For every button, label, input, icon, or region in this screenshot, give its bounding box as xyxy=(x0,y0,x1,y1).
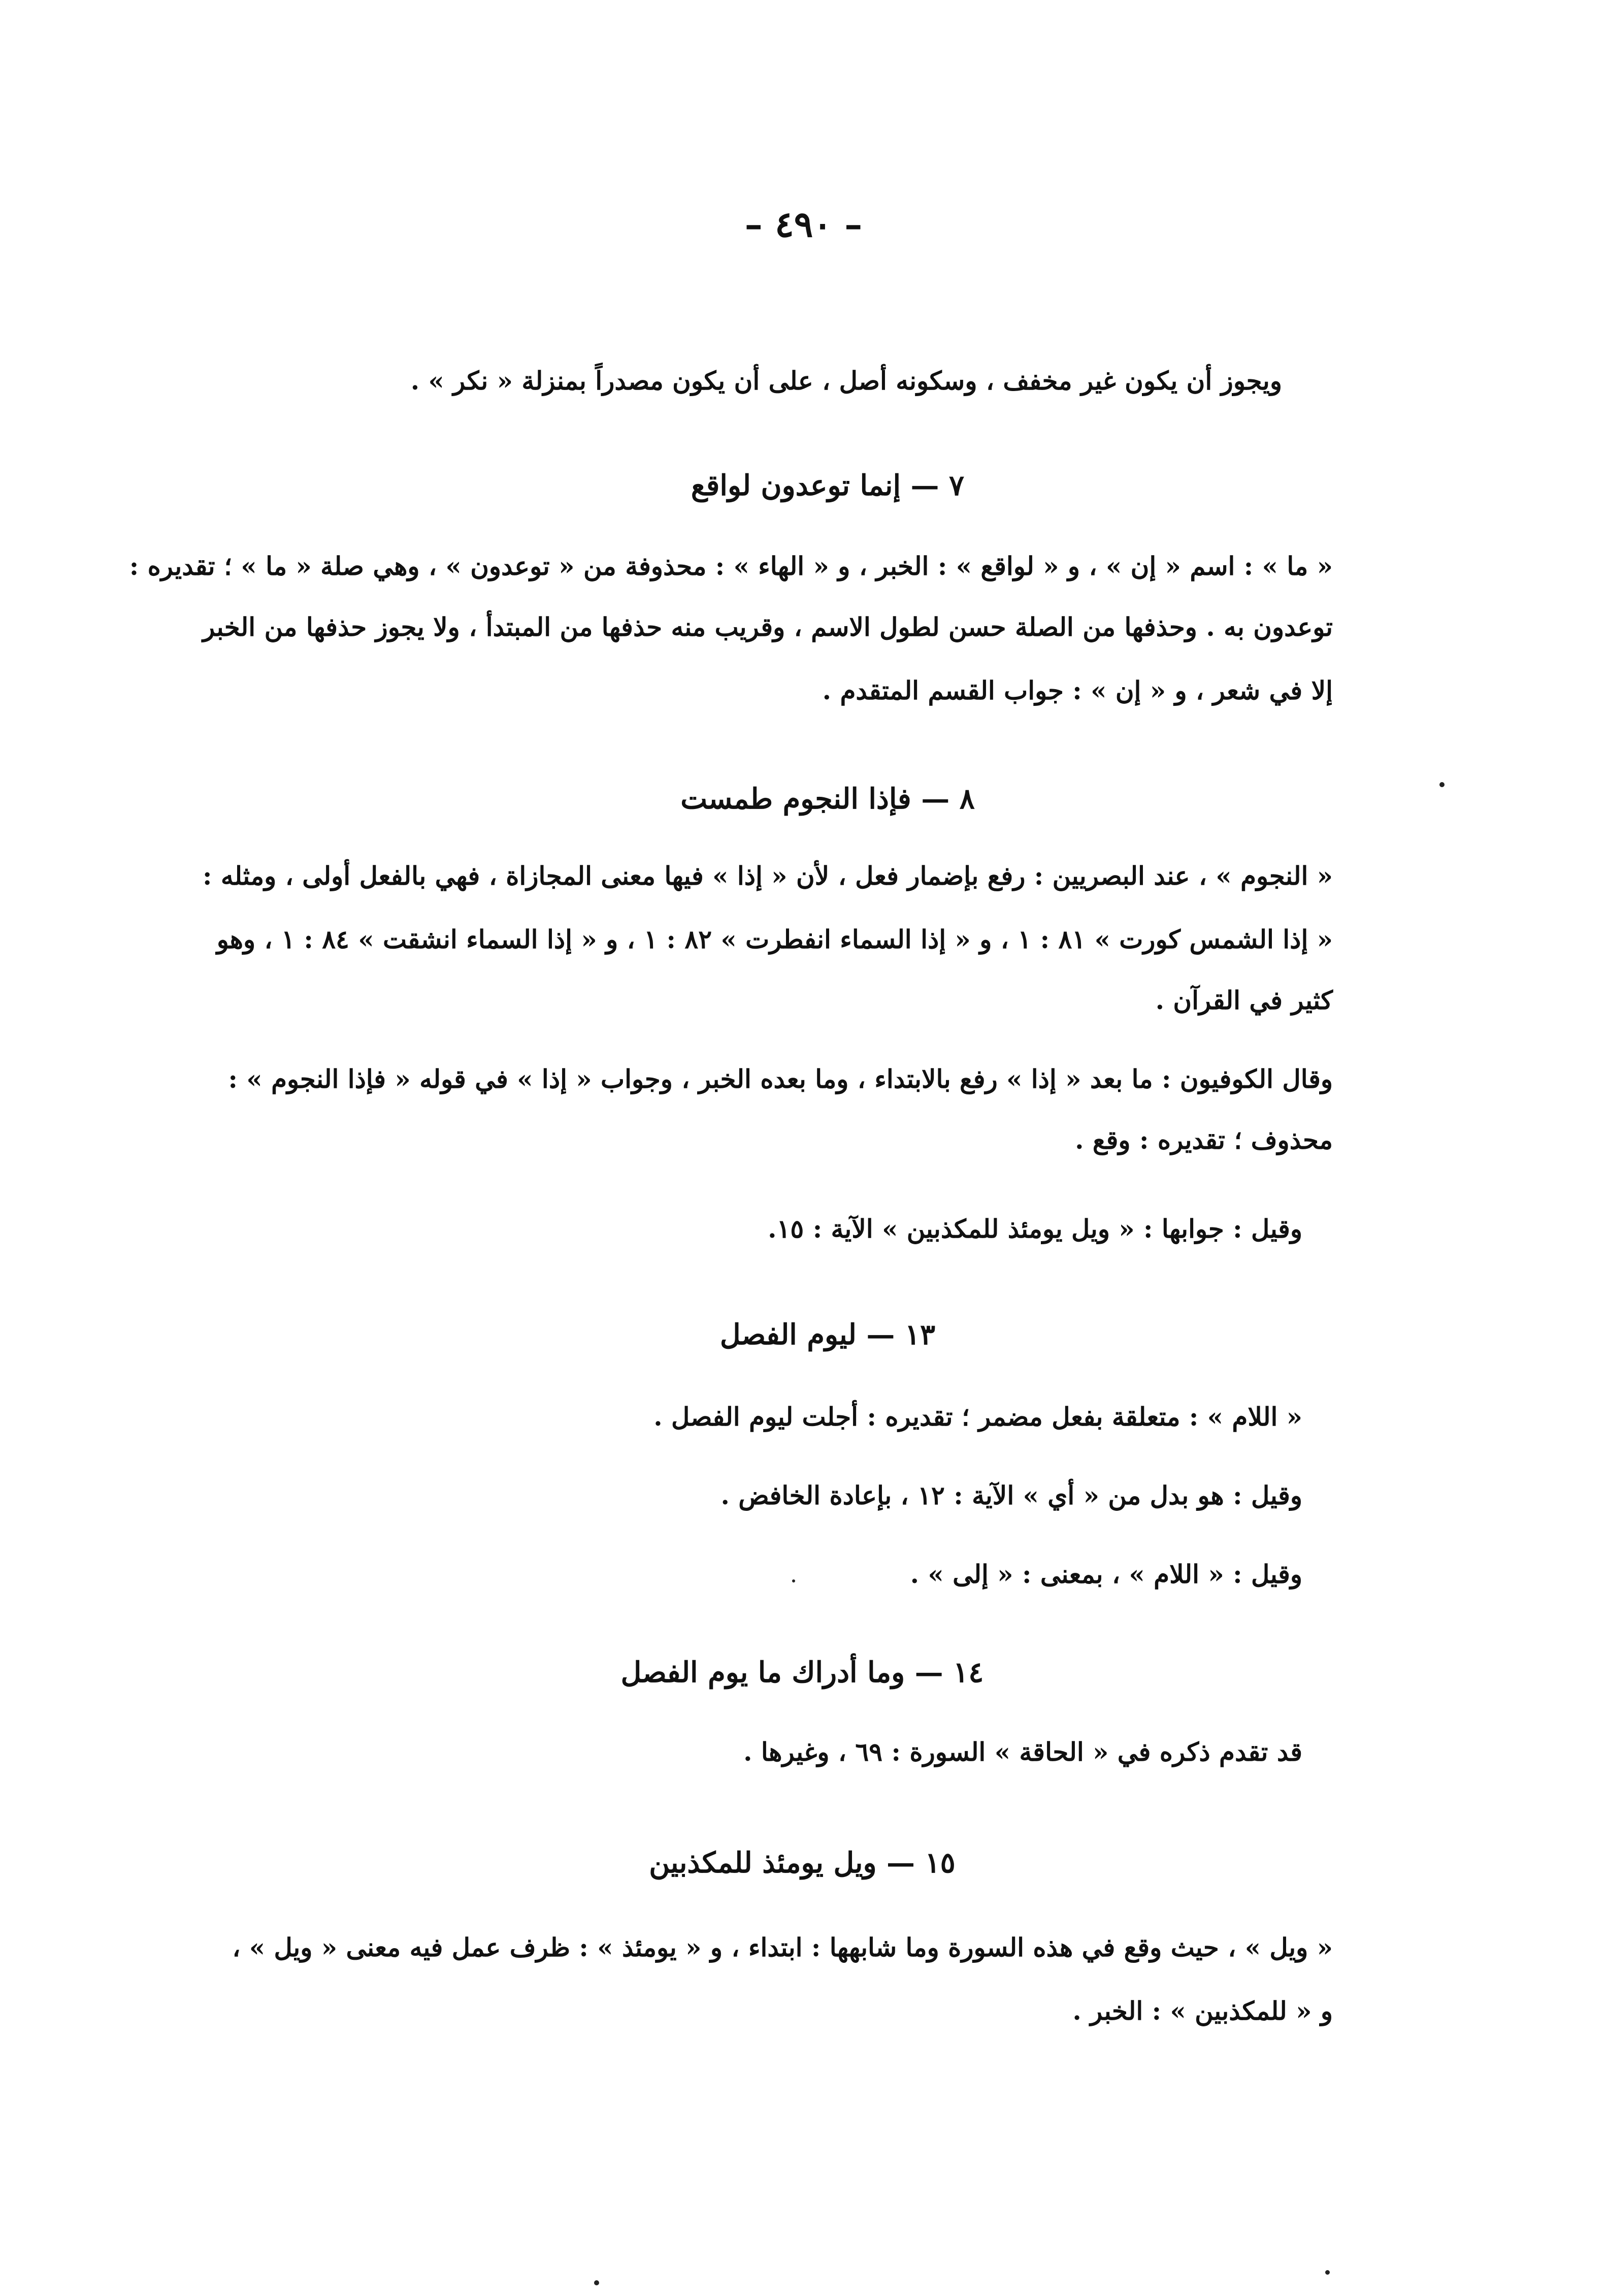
scan-speck xyxy=(594,2280,599,2285)
section-heading-13: ١٣ — ليوم الفصل xyxy=(719,1318,936,1351)
section-8-line-1: « النجوم » ، عند البصريين : رفع بإضمار فعل ، لأن « إذا » فيها معنى المجازاة ، فهي بالفعل أولى ، ومثله : xyxy=(203,861,1333,891)
section-heading-14: ١٤ — وما أدراك ما يوم الفصل xyxy=(620,1656,984,1689)
section-heading-15: ١٥ — ويل يومئذ للمكذبين xyxy=(649,1846,956,1880)
section-13-line-2: وقيل : هو بدل من « أي » الآية : ١٢ ، بإعادة الخافض . xyxy=(720,1480,1302,1510)
section-heading-8: ٨ — فإذا النجوم طمست xyxy=(680,782,975,816)
scan-speck xyxy=(1325,2270,1330,2275)
section-8-line-6: وقيل : جوابها : « ويل يومئذ للمكذبين » الآية : ١٥. xyxy=(768,1214,1302,1244)
section-8-line-5: محذوف ؛ تقديره : وقع . xyxy=(1075,1125,1333,1155)
page-number: – ٤٩٠ – xyxy=(744,203,863,245)
section-8-line-4: وقال الكوفيون : ما بعد « إذا » رفع بالابتداء ، وما بعده الخبر ، وجواب « إذا » في قوله « فإذا النجوم » : xyxy=(228,1064,1333,1094)
section-7-line-3: إلا في شعر ، و « إن » : جواب القسم المتقدم . xyxy=(822,675,1333,705)
intro-line: ويجوز أن يكون غير مخفف ، وسكونه أصل ، على أن يكون مصدراً بمنزلة « نكر » . xyxy=(410,366,1282,396)
section-15-line-2: و « للمكذبين » : الخبر . xyxy=(1072,1996,1333,2026)
section-heading-7: ٧ — إنما توعدون لواقع xyxy=(691,469,965,502)
scan-speck xyxy=(792,1579,795,1582)
section-7-line-1: « ما » : اسم « إن » ، و « لواقع » : الخبر ، و « الهاء » : محذوفة من « توعدون » ، وهي صلة « ما » ؛ تقديره : xyxy=(129,551,1333,581)
section-7-line-2: توعدون به . وحذفها من الصلة حسن لطول الاسم ، وقريب منه حذفها من المبتدأ ، ولا يجوز حذفها من الخبر xyxy=(203,612,1333,642)
section-13-line-3: وقيل : « اللام » ، بمعنى : « إلى » . xyxy=(910,1559,1302,1589)
section-8-line-2: « إذا الشمس كورت » ٨١ : ١ ، و « إذا السماء انفطرت » ٨٢ : ١ ، و « إذا السماء انشقت » ٨٤ : ١ ، وهو xyxy=(216,924,1333,954)
section-14-line-1: قد تقدم ذكره في « الحاقة » السورة : ٦٩ ، وغيرها . xyxy=(743,1737,1302,1767)
section-13-line-1: « اللام » : متعلقة بفعل مضمر ؛ تقديره : أجلت ليوم الفصل . xyxy=(653,1402,1302,1432)
section-15-line-1: « ويل » ، حيث وقع في هذه السورة وما شابهها : ابتداء ، و « يومئذ » : ظرف عمل فيه معنى « ويل » ، xyxy=(232,1932,1333,1962)
section-8-line-3: كثير في القرآن . xyxy=(1155,985,1333,1015)
scan-speck xyxy=(1439,782,1445,787)
